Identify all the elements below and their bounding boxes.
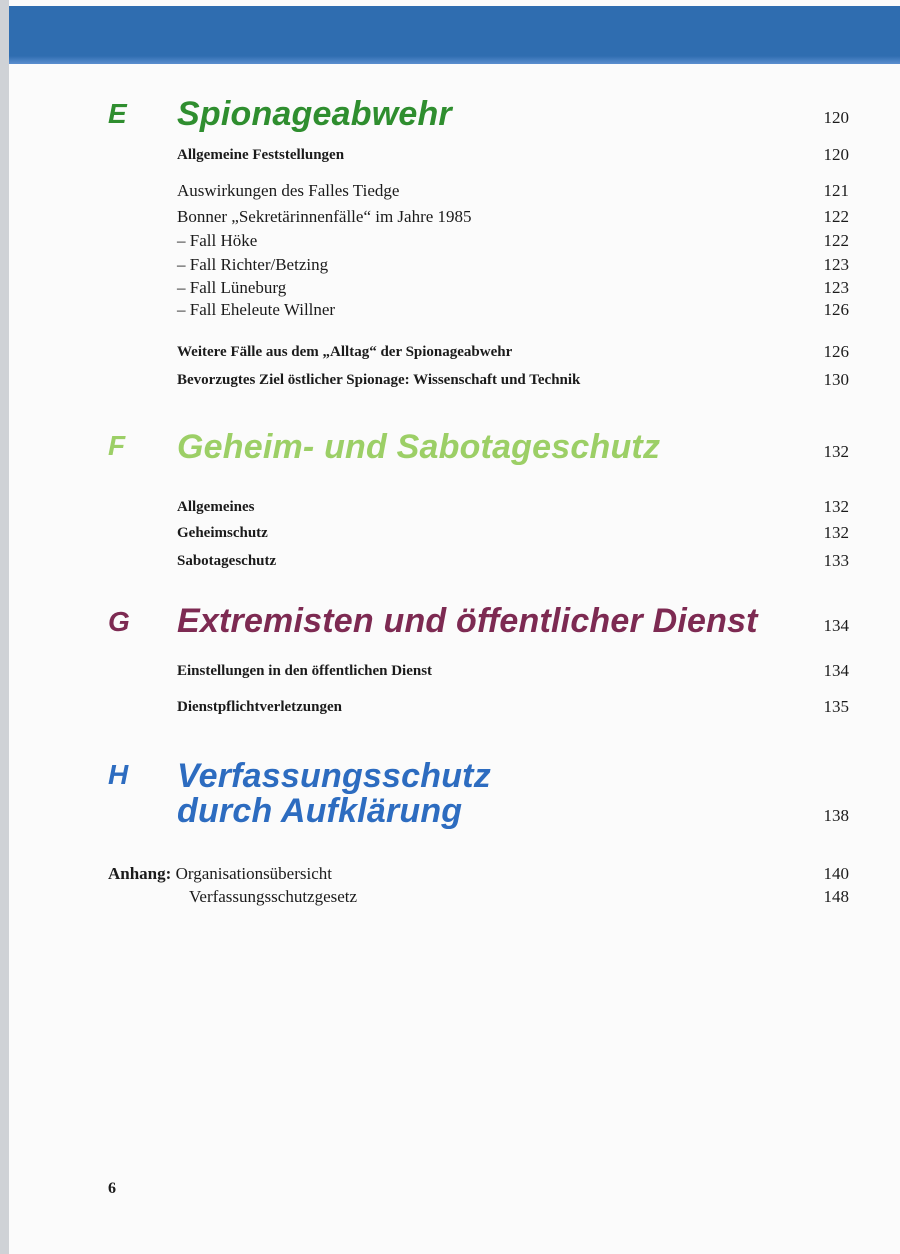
toc-entry-page: 135 xyxy=(823,697,849,716)
section-f-letter: F xyxy=(108,430,126,461)
section-h-letter: H xyxy=(108,759,129,790)
toc-entry xyxy=(177,696,849,718)
toc-entry-page: 121 xyxy=(823,181,849,200)
toc-entry-label: Allgemeines xyxy=(177,499,255,515)
section-e-title: Spionageabwehr xyxy=(177,95,452,133)
toc-subentry xyxy=(177,230,849,252)
toc-entry-page: 120 xyxy=(823,145,849,164)
page-number: 6 xyxy=(108,1180,116,1197)
toc-entry xyxy=(177,369,849,391)
appendix-entry xyxy=(108,863,849,885)
toc-entry-label: Bevorzugtes Ziel östlicher Spionage: Wissenschaft und Technik xyxy=(177,372,581,388)
toc-entry xyxy=(177,206,849,228)
toc-entry-label: – Fall Richter/Betzing xyxy=(177,255,329,274)
page-edge xyxy=(0,0,9,1254)
toc-entry-label: – Fall Höke xyxy=(177,231,258,250)
toc-entry-label: Auswirkungen des Falles Tiedge xyxy=(177,181,400,200)
toc-entry-page: 134 xyxy=(823,661,849,680)
section-g-title: Extremisten und öffentlicher Dienst xyxy=(177,602,758,640)
toc-entry-label: Bonner „Sekretärinnenfälle“ im Jahre 1985 xyxy=(177,207,472,226)
toc-entry-page: 122 xyxy=(823,231,849,250)
toc-entry xyxy=(177,550,849,572)
appendix-item-page: 140 xyxy=(823,864,849,883)
toc-entry-label: Dienstpflichtverletzungen xyxy=(177,699,342,715)
appendix-heading: Anhang: xyxy=(108,864,172,883)
toc-entry-label: Einstellungen in den öffentlichen Dienst xyxy=(177,663,433,679)
toc-entry xyxy=(177,522,849,544)
toc-subentry xyxy=(177,254,849,276)
section-f-title: Geheim- und Sabotageschutz xyxy=(177,428,661,466)
appendix-item-label: Organisationsübersicht xyxy=(175,864,332,883)
toc-entry xyxy=(177,496,849,518)
toc-entry-label: Sabotageschutz xyxy=(177,553,277,569)
toc-entry-label: – Fall Eheleute Willner xyxy=(177,300,336,319)
toc-entry xyxy=(177,660,849,682)
section-f-page: 132 xyxy=(823,442,849,461)
toc-entry-page: 130 xyxy=(823,370,849,389)
toc-entry-label: Allgemeine Feststellungen xyxy=(177,147,345,163)
section-g-page: 134 xyxy=(823,616,849,635)
section-e-page: 120 xyxy=(823,108,849,127)
toc-entry-page: 126 xyxy=(823,342,849,361)
toc-entry-page: 133 xyxy=(823,551,849,570)
toc-entry xyxy=(177,180,849,202)
toc-entry-label: Geheimschutz xyxy=(177,525,268,541)
section-h-page: 138 xyxy=(823,806,849,825)
appendix-entry xyxy=(108,886,849,908)
toc-entry xyxy=(177,341,849,363)
toc-entry-page: 132 xyxy=(823,497,849,516)
section-h-title-line2: durch Aufklärung xyxy=(177,792,463,830)
section-h-title-line1: Verfassungsschutz xyxy=(177,757,491,795)
toc-entry-page: 122 xyxy=(823,207,849,226)
toc-entry-page: 123 xyxy=(823,255,849,274)
toc-subentry xyxy=(177,299,849,321)
toc-entry-page: 123 xyxy=(823,278,849,297)
toc-entry-label: – Fall Lüneburg xyxy=(177,278,287,297)
toc-subentry xyxy=(177,277,849,299)
section-g-letter: G xyxy=(108,606,130,637)
toc-entry-page: 132 xyxy=(823,523,849,542)
header-color-bar xyxy=(9,6,900,64)
section-e-letter: E xyxy=(108,98,127,129)
toc-entry-page: 126 xyxy=(823,300,849,319)
appendix-item-label: Verfassungsschutzgesetz xyxy=(189,887,358,906)
toc-entry-label: Weitere Fälle aus dem „Alltag“ der Spionageabwehr xyxy=(177,344,513,360)
appendix-item-page: 148 xyxy=(823,887,849,906)
toc-entry xyxy=(177,144,849,166)
